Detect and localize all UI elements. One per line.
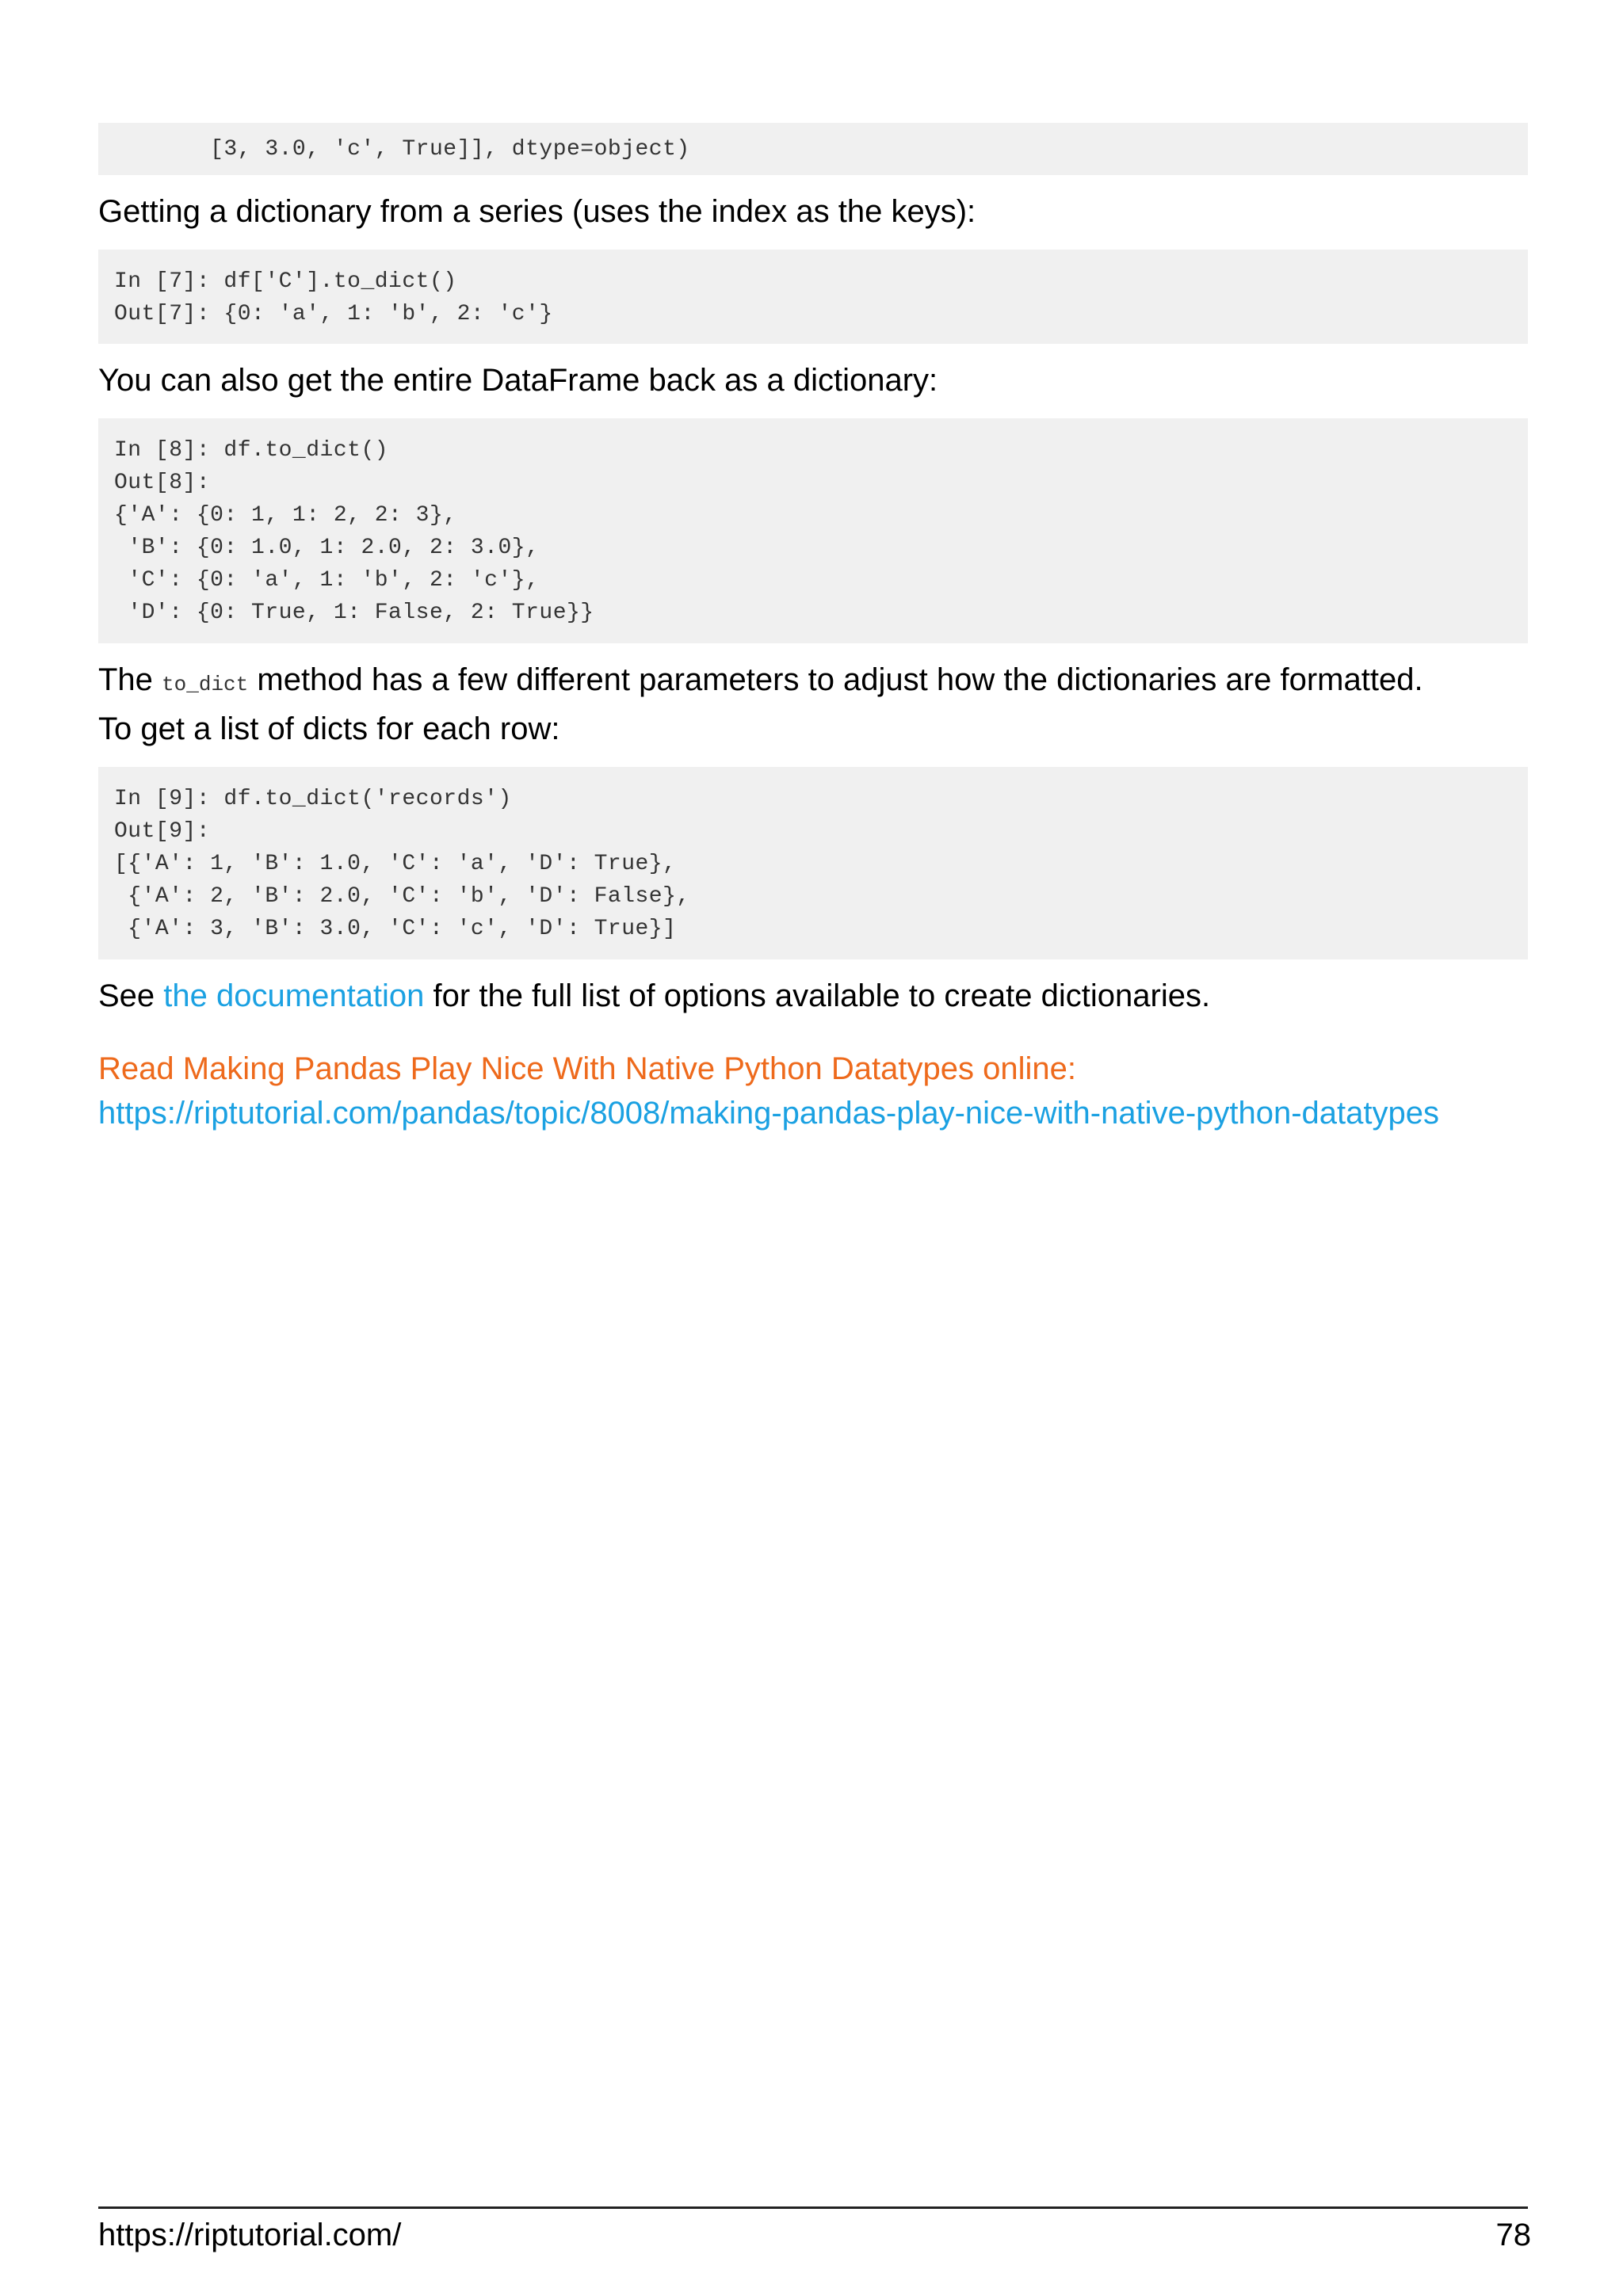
paragraph-see-documentation <box>98 974 1528 1018</box>
code-line: {'A': {0: 1, 1: 2, 2: 3}, <box>114 503 457 528</box>
code-line: 'C': {0: 'a', 1: 'b', 2: 'c'}, <box>114 568 540 593</box>
footer-divider <box>98 2206 1528 2209</box>
paragraph-text: See <box>98 978 164 1013</box>
read-online-link[interactable]: https://riptutorial.com/pandas/topic/8008/making-pandas-play-nice-with-native-python-datatypes <box>98 1096 1440 1131</box>
code-block-records <box>98 767 1528 959</box>
code-line: Out[7]: {0: 'a', 1: 'b', 2: 'c'} <box>114 302 553 326</box>
code-line: Out[8]: <box>114 471 211 495</box>
read-online-block <box>98 1047 1528 1135</box>
page-content <box>98 123 1528 1135</box>
code-line: In [7]: df['C'].to_dict() <box>114 269 457 294</box>
code-line: {'A': 2, 'B': 2.0, 'C': 'b', 'D': False}, <box>114 884 690 909</box>
code-line: In [9]: df.to_dict('records') <box>114 787 512 811</box>
paragraph-text: method has a few different parameters to adjust how the dictionaries are formatted. <box>248 662 1423 697</box>
paragraph-to-dict-method <box>98 658 1528 751</box>
code-block-series-to-dict <box>98 250 1528 344</box>
code-line: In [8]: df.to_dict() <box>114 438 389 463</box>
footer-page-number: 78 <box>1495 2218 1531 2252</box>
code-line: [3, 3.0, 'c', True]], dtype=object) <box>114 137 690 162</box>
paragraph-text: for the full list of options available to create dictionaries. <box>424 978 1211 1013</box>
code-line: 'B': {0: 1.0, 1: 2.0, 2: 3.0}, <box>114 536 540 560</box>
paragraph-text: The <box>98 662 162 697</box>
documentation-link[interactable]: the documentation <box>163 978 425 1013</box>
footer-site-url: https://riptutorial.com/ <box>98 2218 402 2252</box>
code-block-dataframe-to-dict <box>98 418 1528 643</box>
code-line: Out[9]: <box>114 819 211 844</box>
code-line: [{'A': 1, 'B': 1.0, 'C': 'a', 'D': True}, <box>114 852 677 876</box>
paragraph-series-dict: Getting a dictionary from a series (uses the index as the keys): <box>98 194 976 229</box>
inline-code-to-dict: to_dict <box>162 673 249 696</box>
code-line: {'A': 3, 'B': 3.0, 'C': 'c', 'D': True}] <box>114 917 677 941</box>
read-online-label: Read Making Pandas Play Nice With Native Python Datatypes online: <box>98 1051 1076 1086</box>
code-block-array-tail <box>98 123 1528 175</box>
paragraph-dataframe-dict: You can also get the entire DataFrame back as a dictionary: <box>98 363 938 398</box>
paragraph-text: To get a list of dicts for each row: <box>98 711 560 746</box>
code-line: 'D': {0: True, 1: False, 2: True}} <box>114 601 594 625</box>
